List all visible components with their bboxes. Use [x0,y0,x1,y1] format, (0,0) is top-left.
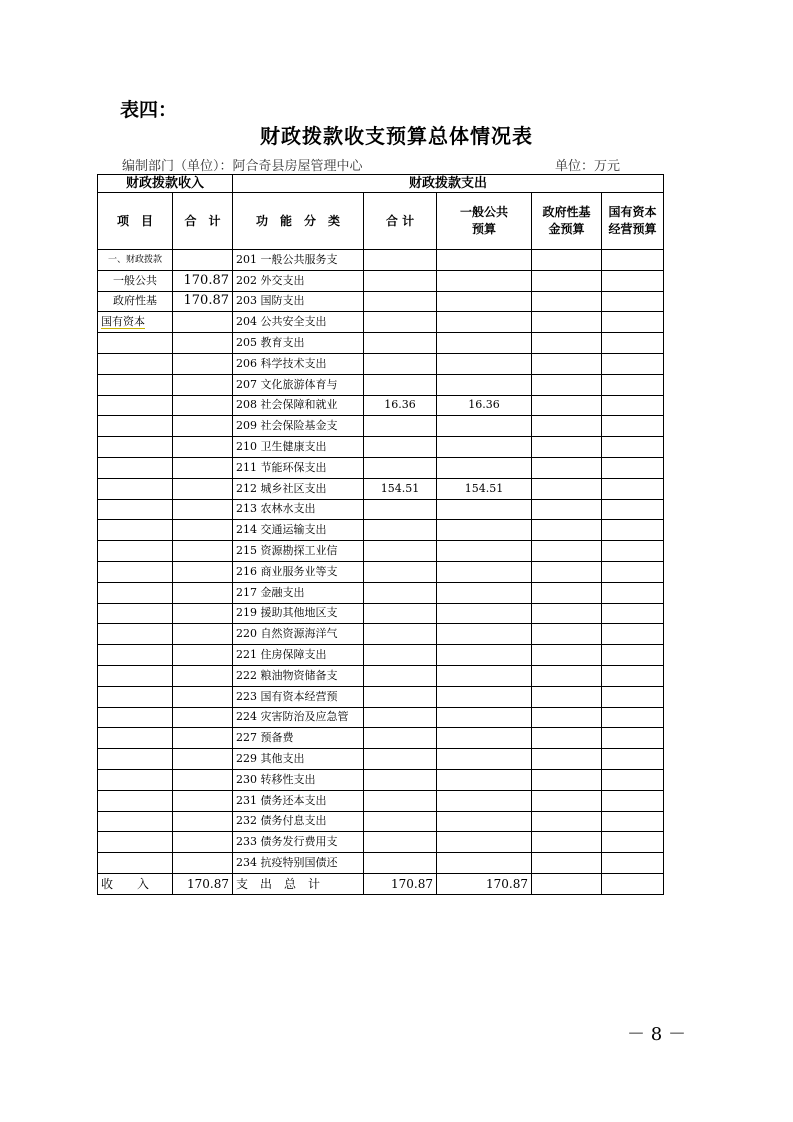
income-amount-cell [173,437,233,458]
function-class-cell: 201 一般公共服务支 [233,250,364,271]
function-class-cell: 233 债务发行费用支 [233,832,364,853]
table-row [98,395,664,416]
expense-sum-cell [364,353,437,374]
table-row [98,603,664,624]
fund-budget-cell [532,561,602,582]
function-class-cell: 204 公共安全支出 [233,312,364,333]
expense-sum-cell [364,374,437,395]
function-class-cell: 215 资源勘探工业信 [233,541,364,562]
general-budget-cell [437,291,532,312]
table-row [98,457,664,478]
function-class-cell: 220 自然资源海洋气 [233,624,364,645]
income-amount-cell [173,603,233,624]
table-row [98,707,664,728]
fund-budget-cell [532,832,602,853]
income-amount-cell [173,478,233,499]
general-budget-cell [437,624,532,645]
function-class-cell: 203 国防支出 [233,291,364,312]
fund-budget-cell [532,520,602,541]
fund-budget-cell [532,437,602,458]
document-title: 财政拨款收支预算总体情况表 [260,124,533,148]
income-item-cell [98,769,173,790]
expense-sum-cell [364,811,437,832]
col-general-header: 一般公共预算 [437,193,532,250]
expense-sum-cell [364,769,437,790]
expense-sum-cell [364,250,437,271]
fund-total [532,873,602,894]
general-budget-cell [437,353,532,374]
general-budget-cell [437,270,532,291]
table-row [98,811,664,832]
table-row [98,832,664,853]
fund-budget-cell [532,312,602,333]
income-item-cell [98,353,173,374]
function-class-cell: 224 灾害防治及应急管 [233,707,364,728]
expense-sum-cell [364,686,437,707]
state-capital-cell [602,707,664,728]
income-item-cell [98,312,173,333]
state-capital-cell [602,478,664,499]
function-class-cell: 212 城乡社区支出 [233,478,364,499]
expense-sum-cell [364,624,437,645]
income-amount-cell [173,395,233,416]
table-row [98,853,664,874]
fund-budget-cell [532,749,602,770]
table-row [98,478,664,499]
expense-sum-cell [364,541,437,562]
fund-budget-cell [532,250,602,271]
function-class-cell: 211 节能环保支出 [233,457,364,478]
income-amount-cell [173,665,233,686]
expense-sum-cell [364,270,437,291]
income-amount-cell [173,832,233,853]
fund-budget-cell [532,416,602,437]
function-class-cell: 221 住房保障支出 [233,645,364,666]
fund-budget-cell [532,291,602,312]
table-row [98,291,664,312]
income-item-cell [98,811,173,832]
page-number: － 8 － [627,1024,686,1045]
general-total: 170.87 [437,873,532,894]
state-capital-cell [602,416,664,437]
income-item-cell: 一般公共 [98,270,173,291]
general-budget-cell [437,645,532,666]
state-capital-cell [602,790,664,811]
state-capital-cell [602,624,664,645]
function-class-cell: 205 教育支出 [233,333,364,354]
state-capital-cell [602,291,664,312]
income-item-cell [98,707,173,728]
fund-budget-cell [532,853,602,874]
income-amount-cell [173,582,233,603]
expense-sum-cell [364,707,437,728]
function-class-cell: 222 粮油物资储备支 [233,665,364,686]
income-amount-cell [173,312,233,333]
total-row [98,873,664,894]
general-budget-cell: 16.36 [437,395,532,416]
fund-budget-cell [532,686,602,707]
income-amount-cell [173,353,233,374]
col-state-header: 国有资本经营预算 [602,193,664,250]
income-total-amount: 170.87 [173,873,233,894]
income-item-cell [98,333,173,354]
fund-budget-cell [532,665,602,686]
general-budget-cell [437,749,532,770]
table-row [98,561,664,582]
state-capital-cell [602,769,664,790]
function-class-cell: 214 交通运输支出 [233,520,364,541]
fund-budget-cell [532,790,602,811]
general-budget-cell [437,790,532,811]
income-amount-cell: 170.87 [173,291,233,312]
expense-sum-cell [364,416,437,437]
income-item-cell [98,665,173,686]
state-capital-cell [602,832,664,853]
state-capital-cell [602,811,664,832]
income-amount-cell [173,853,233,874]
table-label: 表四： [120,99,178,121]
income-item-cell [98,728,173,749]
state-total [602,873,664,894]
income-amount-cell [173,790,233,811]
state-capital-cell [602,333,664,354]
expense-sum-cell [364,291,437,312]
expense-total-sum: 170.87 [364,873,437,894]
income-item-cell: 政府性基 [98,291,173,312]
department-label: 编制部门（单位）：阿合奇县房屋管理中心 [122,159,363,174]
income-amount-cell [173,416,233,437]
income-item-cell [98,645,173,666]
table-row [98,353,664,374]
col-func-header: 功 能 分 类 [233,193,364,250]
table-row [98,270,664,291]
fund-budget-cell [532,645,602,666]
table-row [98,665,664,686]
general-budget-cell [437,686,532,707]
fund-budget-cell [532,374,602,395]
general-budget-cell [437,707,532,728]
state-capital-cell [602,582,664,603]
general-budget-cell [437,603,532,624]
state-capital-cell [602,603,664,624]
income-item-text: 国有资本 [101,315,145,329]
state-capital-cell [602,645,664,666]
income-item-cell [98,478,173,499]
general-budget-cell [437,520,532,541]
income-item-cell [98,499,173,520]
expense-sum-cell [364,561,437,582]
function-class-cell: 229 其他支出 [233,749,364,770]
expense-sum-cell [364,853,437,874]
expense-band-header: 财政拨款支出 [233,175,664,193]
state-capital-cell [602,749,664,770]
general-budget-cell [437,853,532,874]
fund-budget-cell [532,270,602,291]
income-item-cell [98,437,173,458]
state-capital-cell [602,728,664,749]
expense-sum-cell [364,582,437,603]
function-class-cell: 231 债务还本支出 [233,790,364,811]
table-row [98,749,664,770]
expense-sum-cell [364,520,437,541]
income-amount-cell [173,520,233,541]
fund-budget-cell [532,707,602,728]
state-capital-cell [602,665,664,686]
expense-sum-cell [364,333,437,354]
expense-sum-cell [364,312,437,333]
state-capital-cell [602,499,664,520]
income-amount-cell [173,686,233,707]
function-class-cell: 219 援助其他地区支 [233,603,364,624]
income-amount-cell [173,811,233,832]
table-row [98,499,664,520]
income-item-cell [98,416,173,437]
fund-budget-cell [532,353,602,374]
general-budget-cell [437,457,532,478]
budget-table [97,174,664,895]
expense-total-label: 支 出 总 计 [233,873,364,894]
income-item-cell [98,790,173,811]
general-budget-cell [437,665,532,686]
fund-budget-cell [532,478,602,499]
general-budget-cell [437,561,532,582]
table-row [98,312,664,333]
unit-label: 单位：万元 [555,159,621,174]
fund-budget-cell [532,603,602,624]
state-capital-cell [602,270,664,291]
income-item-cell: 一、财政拨款 [98,250,173,271]
income-item-cell [98,561,173,582]
function-class-cell: 202 外交支出 [233,270,364,291]
fund-budget-cell [532,395,602,416]
income-item-cell [98,395,173,416]
table-row [98,333,664,354]
general-budget-cell [437,437,532,458]
general-budget-cell [437,250,532,271]
income-item-cell [98,603,173,624]
income-amount-cell: 170.87 [173,270,233,291]
table-row [98,582,664,603]
table-row [98,624,664,645]
fund-budget-cell [532,624,602,645]
table-row [98,645,664,666]
table-row [98,686,664,707]
state-capital-cell [602,312,664,333]
column-header-row [98,193,664,250]
table-row [98,520,664,541]
income-amount-cell [173,374,233,395]
fund-budget-cell [532,499,602,520]
col-fund-header: 政府性基金预算 [532,193,602,250]
table-row [98,250,664,271]
fund-budget-cell [532,541,602,562]
fund-budget-cell [532,457,602,478]
general-budget-cell [437,728,532,749]
expense-sum-cell [364,790,437,811]
function-class-cell: 234 抗疫特别国债还 [233,853,364,874]
function-class-cell: 216 商业服务业等支 [233,561,364,582]
state-capital-cell [602,437,664,458]
income-item-cell [98,541,173,562]
expense-sum-cell [364,499,437,520]
income-item-cell [98,624,173,645]
income-band-header: 财政拨款收入 [98,175,233,193]
income-item-cell [98,374,173,395]
function-class-cell: 213 农林水支出 [233,499,364,520]
band-row [98,175,664,193]
income-amount-cell [173,499,233,520]
expense-sum-cell [364,603,437,624]
expense-sum-cell [364,832,437,853]
general-budget-cell [437,832,532,853]
function-class-cell: 217 金融支出 [233,582,364,603]
state-capital-cell [602,686,664,707]
col-total-header: 合 计 [173,193,233,250]
function-class-cell: 227 预备费 [233,728,364,749]
income-amount-cell [173,728,233,749]
general-budget-cell [437,541,532,562]
function-class-cell: 230 转移性支出 [233,769,364,790]
fund-budget-cell [532,333,602,354]
expense-sum-cell [364,728,437,749]
expense-sum-cell [364,457,437,478]
general-budget-cell [437,374,532,395]
income-amount-cell [173,250,233,271]
income-amount-cell [173,749,233,770]
general-budget-cell [437,582,532,603]
table-row [98,374,664,395]
general-budget-cell: 154.51 [437,478,532,499]
income-item-cell [98,457,173,478]
general-budget-cell [437,333,532,354]
general-budget-cell [437,769,532,790]
function-class-cell: 209 社会保险基金支 [233,416,364,437]
state-capital-cell [602,457,664,478]
income-item-cell [98,520,173,541]
table-row [98,790,664,811]
expense-sum-cell [364,645,437,666]
state-capital-cell [602,250,664,271]
fund-budget-cell [532,811,602,832]
general-budget-cell [437,499,532,520]
table-row [98,728,664,749]
state-capital-cell [602,395,664,416]
income-amount-cell [173,541,233,562]
income-amount-cell [173,769,233,790]
state-capital-cell [602,541,664,562]
income-item-cell [98,749,173,770]
income-amount-cell [173,561,233,582]
income-total-label: 收 入 [98,873,173,894]
income-amount-cell [173,624,233,645]
table-row [98,541,664,562]
col-sum-header: 合 计 [364,193,437,250]
fund-budget-cell [532,728,602,749]
expense-sum-cell [364,749,437,770]
state-capital-cell [602,374,664,395]
income-item-cell [98,853,173,874]
function-class-cell: 223 国有资本经营预 [233,686,364,707]
function-class-cell: 210 卫生健康支出 [233,437,364,458]
general-budget-cell [437,811,532,832]
income-item-cell [98,582,173,603]
expense-sum-cell [364,437,437,458]
function-class-cell: 207 文化旅游体育与 [233,374,364,395]
table-row [98,769,664,790]
expense-sum-cell: 16.36 [364,395,437,416]
function-class-cell: 208 社会保障和就业 [233,395,364,416]
function-class-cell: 232 债务付息支出 [233,811,364,832]
expense-sum-cell [364,665,437,686]
state-capital-cell [602,853,664,874]
income-amount-cell [173,457,233,478]
general-budget-cell [437,312,532,333]
income-item-cell [98,832,173,853]
income-item-cell [98,686,173,707]
fund-budget-cell [532,582,602,603]
income-amount-cell [173,707,233,728]
function-class-cell: 206 科学技术支出 [233,353,364,374]
income-amount-cell [173,645,233,666]
table-row [98,437,664,458]
col-item-header: 项 目 [98,193,173,250]
income-amount-cell [173,333,233,354]
expense-sum-cell: 154.51 [364,478,437,499]
state-capital-cell [602,353,664,374]
state-capital-cell [602,561,664,582]
table-row [98,416,664,437]
general-budget-cell [437,416,532,437]
state-capital-cell [602,520,664,541]
fund-budget-cell [532,769,602,790]
